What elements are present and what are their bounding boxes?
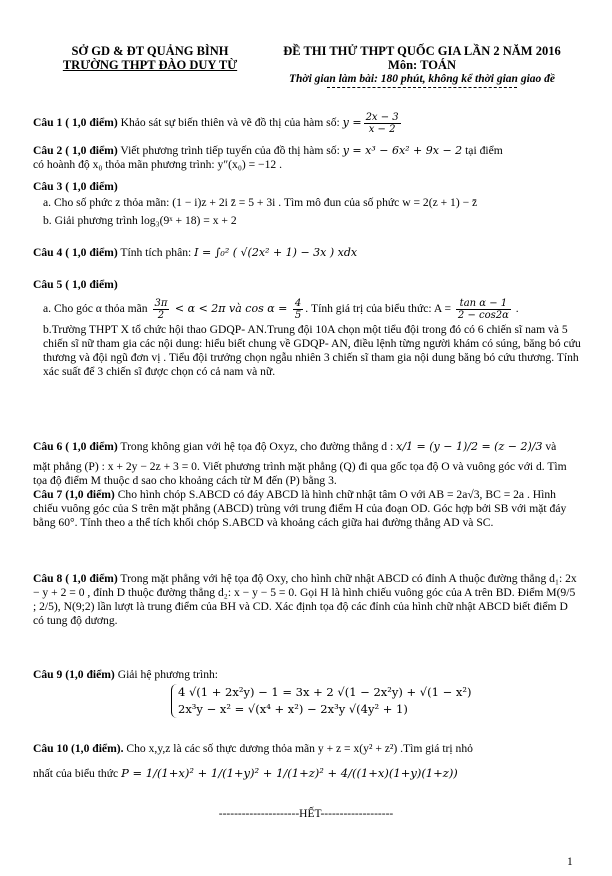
q2-line2: có hoành độ x₀ thỏa mãn phương trình: y″(x₀) = −12 . <box>33 158 282 171</box>
q6-text2: mặt phẳng (P) : x + 2y − 2z + 3 = 0. Viết phương trình mặt phẳng (Q) đi qua gốc tọa độ O và vuông góc với d. Tìm tọa độ điểm M thuộc d sao cho khoảng cách từ M đến (P) bằng 3. <box>33 460 567 487</box>
q3-part-a: a. Cho số phức z thỏa mãn: (1 − i)z + 2i z̄ = 5 + 3i . Tìm mô đun của số phức w = 2(z + 1) − z̄ <box>43 196 478 209</box>
q2-label: Câu 2 ( 1,0 điểm) <box>33 144 118 157</box>
q5-frac-1 <box>153 298 170 321</box>
question-3 <box>33 180 581 228</box>
school-name: TRƯỜNG THPT ĐÀO DUY TỪ <box>62 58 238 72</box>
question-7 <box>33 488 581 530</box>
q9-text: Giải hệ phương trình: <box>114 668 219 681</box>
q1-label: Câu 1 ( 1,0 điểm) <box>33 116 118 130</box>
header-left <box>40 44 260 72</box>
time-note: Thời gian làm bài: 180 phút, không kể thời gian giao đề <box>288 73 556 85</box>
q1-fraction <box>364 112 401 135</box>
q4-integral: I = ∫₀² ( √(2x² + 1) − 3x ) xdx <box>194 246 358 259</box>
q5-a-post: . Tính giá trị của biểu thức: A = <box>305 302 454 316</box>
q5-f1-den: 2 <box>157 310 165 321</box>
q2-tail: tại điểm <box>462 144 503 157</box>
question-2 <box>33 144 581 172</box>
q1-fn-lhs: y = <box>342 116 362 130</box>
dept-name: SỞ GD & ĐT QUẢNG BÌNH <box>71 44 229 58</box>
question-8 <box>33 572 581 628</box>
q4-label: Câu 4 ( 1,0 điểm) <box>33 246 118 259</box>
question-5 <box>33 278 581 379</box>
q5-label: Câu 5 ( 1,0 điểm) <box>33 278 118 291</box>
q5-part-a <box>33 298 581 321</box>
q6-line-eq: x/1 = (y − 1)/2 = (z − 2)/3 <box>396 440 543 453</box>
q1-text: Khảo sát sự biến thiên và vẽ đồ thị của hàm số: <box>117 116 343 130</box>
q3-label: Câu 3 ( 1,0 điểm) <box>33 180 118 193</box>
q5-f1-num: 3π <box>154 298 168 309</box>
q5-a-pre: a. Cho góc α thỏa mãn <box>43 302 151 316</box>
q10-label: Câu 10 (1,0 điểm). <box>33 742 124 755</box>
q6-text1: Trong không gian với hệ tọa độ Oxyz, cho đường thẳng d : <box>117 440 397 453</box>
q1-den: x − 2 <box>368 124 396 135</box>
q2-fn: y = x³ − 6x² + 9x − 2 <box>342 144 463 157</box>
exam-title: ĐỀ THI THỬ THPT QUỐC GIA LẦN 2 NĂM 2016 <box>283 44 561 58</box>
q9-eq2: 2x³y − x² = √(x⁴ + x²) − 2x³y √(4y² + 1) <box>178 702 408 716</box>
header-rule <box>327 87 517 88</box>
q5-frac-3 <box>456 298 511 321</box>
q8-text: Trong mặt phẳng với hệ tọa độ Oxy, cho hình chữ nhật ABCD có đỉnh A thuộc đường thẳng d₁: 2x − y + 2 = 0 , đỉnh D thuộc đường thẳng d₂: x − y − 5 = 0. Gọi H là hình chiếu vuông góc của A trên BD. Điểm M(9/5 ; 2/5), N(9;2) lần lượt là trung điểm của BH và CD. Xác định tọa độ các đỉnh của hình chữ nhật ABCD biết điểm D có tung độ dương. <box>33 572 577 627</box>
header-right <box>262 44 582 88</box>
q10-text2: nhất của biểu thức <box>33 767 122 780</box>
q4-text: Tính tích phân: <box>117 246 195 259</box>
q6-tail1: và <box>542 440 557 453</box>
q3-part-b: b. Giải phương trình log₃(9ˣ + 18) = x + 2 <box>43 214 237 227</box>
q5-f2-den: 5 <box>294 310 302 321</box>
q2-text: Viết phương trình tiếp tuyến của đồ thị hàm số: <box>117 144 343 157</box>
q5-f3-den: 2 − cos2α <box>457 310 509 321</box>
q7-label: Câu 7 (1,0 điểm) <box>33 488 115 501</box>
question-9 <box>33 668 581 718</box>
q8-label: Câu 8 ( 1,0 điểm) <box>33 572 118 585</box>
q1-num: 2x − 3 <box>365 112 399 123</box>
q5-frac-2 <box>293 298 303 321</box>
subject: Môn: TOÁN <box>388 58 456 72</box>
q5-part-b: b.Trường THPT X tổ chức hội thao GDQP- AN.Trung đội 10A chọn một tiểu đội trong đó có 6 chiến sĩ nam và 5 chiến sĩ nữ tham gia các nội dung: hiểu biết chung về GDQP- AN, điều lệnh từng người khám có súng, băng bó cứu thương và đội ngũ đơn vị . Tiểu đội trưởng chọn ngẫu nhiên 3 chiến sĩ tham gia nội dung băng bó cứu thương. Tính xác suất để 3 chiến sĩ được chọn có cả nam và nữ. <box>43 323 581 378</box>
question-10 <box>33 742 581 781</box>
page-number: 1 <box>567 856 573 868</box>
q9-eq1: 4 √(1 + 2x²y) − 1 = 3x + 2 √(1 − 2x²y) + √(1 − x²) <box>178 685 472 699</box>
q9-system <box>171 684 471 718</box>
end-marker: ---------------------HẾT------------------- <box>218 808 394 820</box>
question-6 <box>33 440 581 488</box>
question-1 <box>33 112 581 135</box>
q5-f3-num: tan α − 1 <box>456 298 511 310</box>
q6-label: Câu 6 ( 1,0 điểm) <box>33 440 118 453</box>
q10-text1: Cho x,y,z là các số thực dương thỏa mãn y + z = x(y² + z²) .Tìm giá trị nhỏ <box>123 742 473 755</box>
q5-a-end: . <box>512 302 519 316</box>
question-4 <box>33 246 581 260</box>
q5-a-mid: < α < 2π và cos α = <box>171 302 291 316</box>
q7-text: Cho hình chóp S.ABCD có đáy ABCD là hình chữ nhật tâm O với AB = 2a√3, BC = 2a . Hình chiếu vuông góc của S trên mặt phẳng (ABCD) trùng với trung điểm H của đoạn OD. Góc hợp bởi SB với mặt đáy bằng 60°. Tính theo a thể tích khối chóp S.ABCD và khoảng cách giữa hai đường thẳng AD và SC. <box>33 488 567 529</box>
q5-f2-num: 4 <box>294 298 302 309</box>
q9-label: Câu 9 (1,0 điểm) <box>33 668 115 681</box>
q10-expr: P = 1/(1+x)² + 1/(1+y)² + 1/(1+z)² + 4/((1+x)(1+y)(1+z)) <box>121 766 458 780</box>
